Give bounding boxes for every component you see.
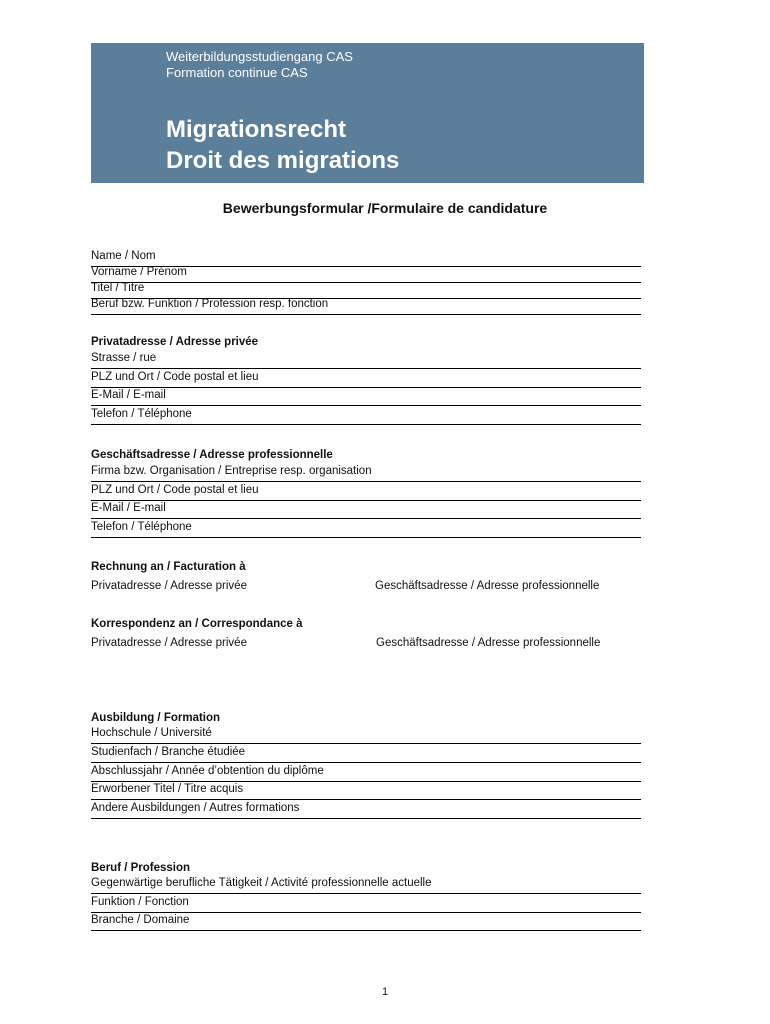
education-heading: Ausbildung / Formation <box>91 712 221 724</box>
course-title-fr: Droit des migrations <box>166 147 400 174</box>
program-name-fr: Formation continue CAS <box>166 65 308 80</box>
title-field[interactable]: Titel / Titre <box>91 281 641 299</box>
business-phone-field[interactable]: Telefon / Téléphone <box>91 520 641 538</box>
current-activity-field[interactable]: Gegenwärtige berufliche Tätigkeit / Activité professionnelle actuelle <box>91 876 641 894</box>
degree-title-field[interactable]: Erworbener Titel / Titre acquis <box>91 782 641 800</box>
profession-heading: Beruf / Profession <box>91 862 191 874</box>
correspondence-option-business[interactable]: Geschäftsadresse / Adresse professionnelle <box>376 637 601 649</box>
profession-function-field[interactable]: Beruf bzw. Funktion / Profession resp. fonction <box>91 297 641 315</box>
field-of-study-field[interactable]: Studienfach / Branche étudiée <box>91 745 641 763</box>
header-banner <box>91 43 644 183</box>
private-phone-field[interactable]: Telefon / Téléphone <box>91 407 641 425</box>
university-field[interactable]: Hochschule / Université <box>91 726 641 744</box>
private-postcode-city-field[interactable]: PLZ und Ort / Code postal et lieu <box>91 370 641 388</box>
business-organisation-field[interactable]: Firma bzw. Organisation / Entreprise resp. organisation <box>91 464 641 482</box>
function-field[interactable]: Funktion / Fonction <box>91 895 641 913</box>
correspondence-heading: Korrespondenz an / Correspondance à <box>91 618 303 630</box>
other-training-field[interactable]: Andere Ausbildungen / Autres formations <box>91 801 641 819</box>
course-title-de: Migrationsrecht <box>166 116 347 143</box>
billing-option-business[interactable]: Geschäftsadresse / Adresse professionnelle <box>375 580 600 592</box>
domain-field[interactable]: Branche / Domaine <box>91 913 641 931</box>
name-field[interactable]: Name / Nom <box>91 249 641 267</box>
first-name-field[interactable]: Vorname / Prénom <box>91 265 641 283</box>
form-title: Bewerbungsformular /Formulaire de candidature <box>222 200 548 216</box>
business-email-field[interactable]: E-Mail / E-mail <box>91 501 641 519</box>
billing-heading: Rechnung an / Facturation à <box>91 561 246 573</box>
page-number: 1 <box>381 986 389 998</box>
program-name-de: Weiterbildungsstudiengang CAS <box>166 49 353 64</box>
private-email-field[interactable]: E-Mail / E-mail <box>91 388 641 406</box>
correspondence-option-private[interactable]: Privatadresse / Adresse privée <box>91 637 247 649</box>
private-street-field[interactable]: Strasse / rue <box>91 351 641 369</box>
private-address-heading: Privatadresse / Adresse privée <box>91 336 259 348</box>
billing-option-private[interactable]: Privatadresse / Adresse privée <box>91 580 247 592</box>
business-postcode-city-field[interactable]: PLZ und Ort / Code postal et lieu <box>91 483 641 501</box>
graduation-year-field[interactable]: Abschlussjahr / Année d’obtention du diplôme <box>91 764 641 782</box>
business-address-heading: Geschäftsadresse / Adresse professionnelle <box>91 449 333 461</box>
